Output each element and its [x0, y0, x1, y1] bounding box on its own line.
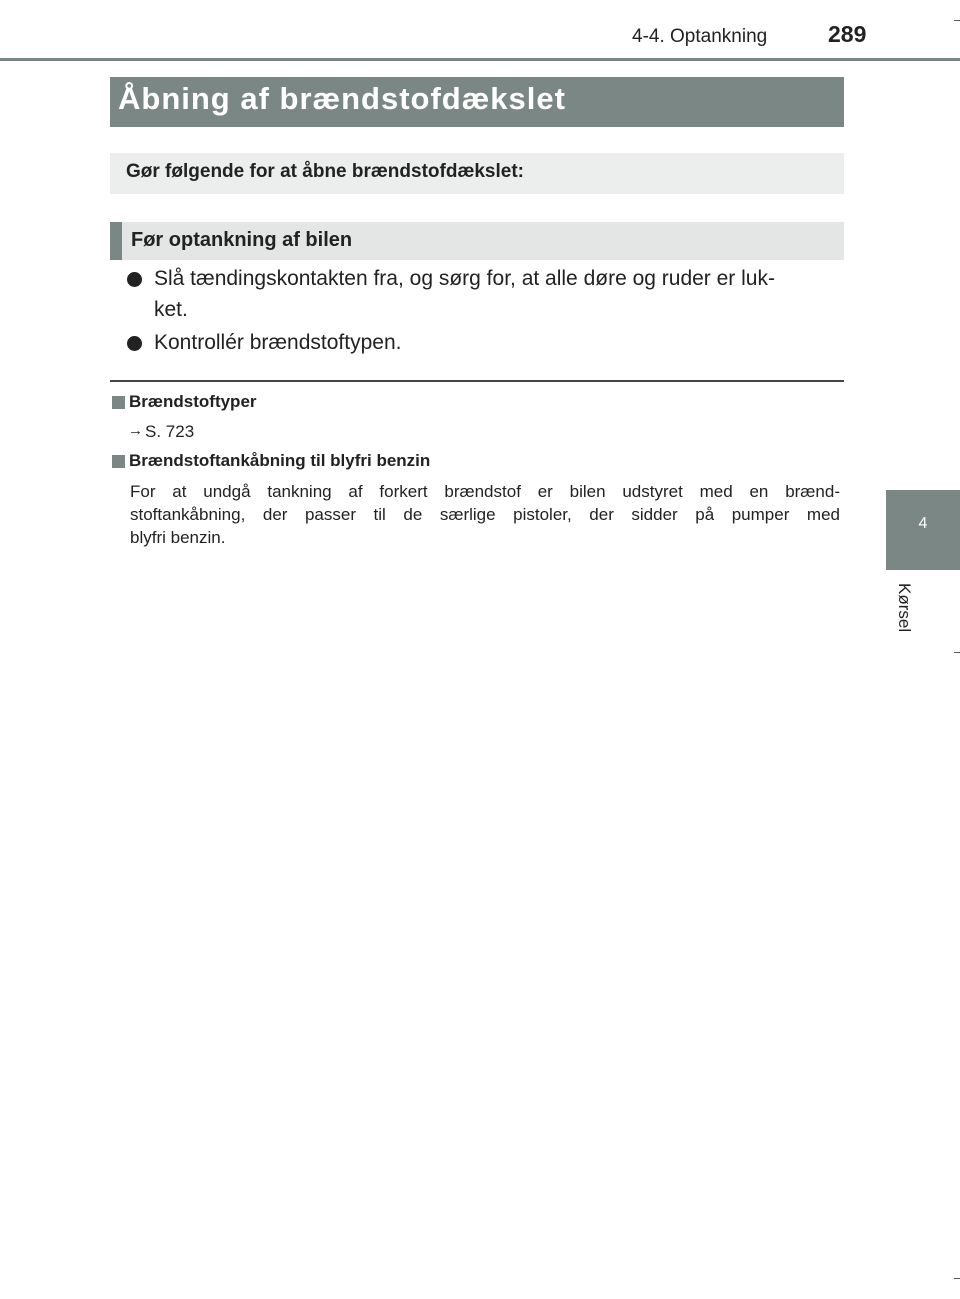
- crop-mark-bottom: [954, 1278, 960, 1279]
- arrow-right-icon: →: [128, 422, 143, 439]
- note-square-icon: [112, 455, 125, 468]
- intro-text: Gør følgende for at åbne brændstofdækslet:: [126, 161, 524, 182]
- note-body-line: blyfri benzin.: [130, 528, 226, 547]
- bullet-text: Slå tændingskontakten fra, og sørg for, at alle døre og ruder er luk-: [154, 267, 775, 290]
- note-body-line: stoftankåbning, der passer til de særlige pistoler, der sidder på pumper med: [130, 505, 840, 524]
- bullet-text-continuation: ket.: [154, 298, 188, 321]
- crop-mark-middle: [954, 652, 960, 653]
- subheading: Før optankning af bilen: [131, 229, 353, 251]
- chapter-tab-number: 4: [918, 515, 928, 532]
- note-title: Brændstoftankåbning til blyfri benzin: [129, 451, 431, 470]
- bullet-icon: [127, 272, 142, 287]
- note-body-line: For at undgå tankning af forkert brændstof er bilen udstyret med en brænd-: [130, 482, 840, 501]
- bullet-icon: [127, 336, 142, 351]
- page-number: 289: [828, 21, 867, 47]
- header-rule: [0, 58, 960, 61]
- note-square-icon: [112, 396, 125, 409]
- section-divider: [110, 380, 844, 382]
- page-title: Åbning af brændstofdækslet: [118, 81, 566, 116]
- subheading-accent: [110, 222, 122, 260]
- note-title: Brændstoftyper: [129, 392, 257, 411]
- bullet-text: Kontrollér brændstoftypen.: [154, 331, 402, 354]
- section-heading: 4-4. Optankning: [632, 26, 768, 47]
- page-reference-link[interactable]: S. 723: [145, 422, 195, 441]
- crop-mark-top: [954, 20, 960, 21]
- chapter-tab-label: Kørsel: [895, 583, 914, 633]
